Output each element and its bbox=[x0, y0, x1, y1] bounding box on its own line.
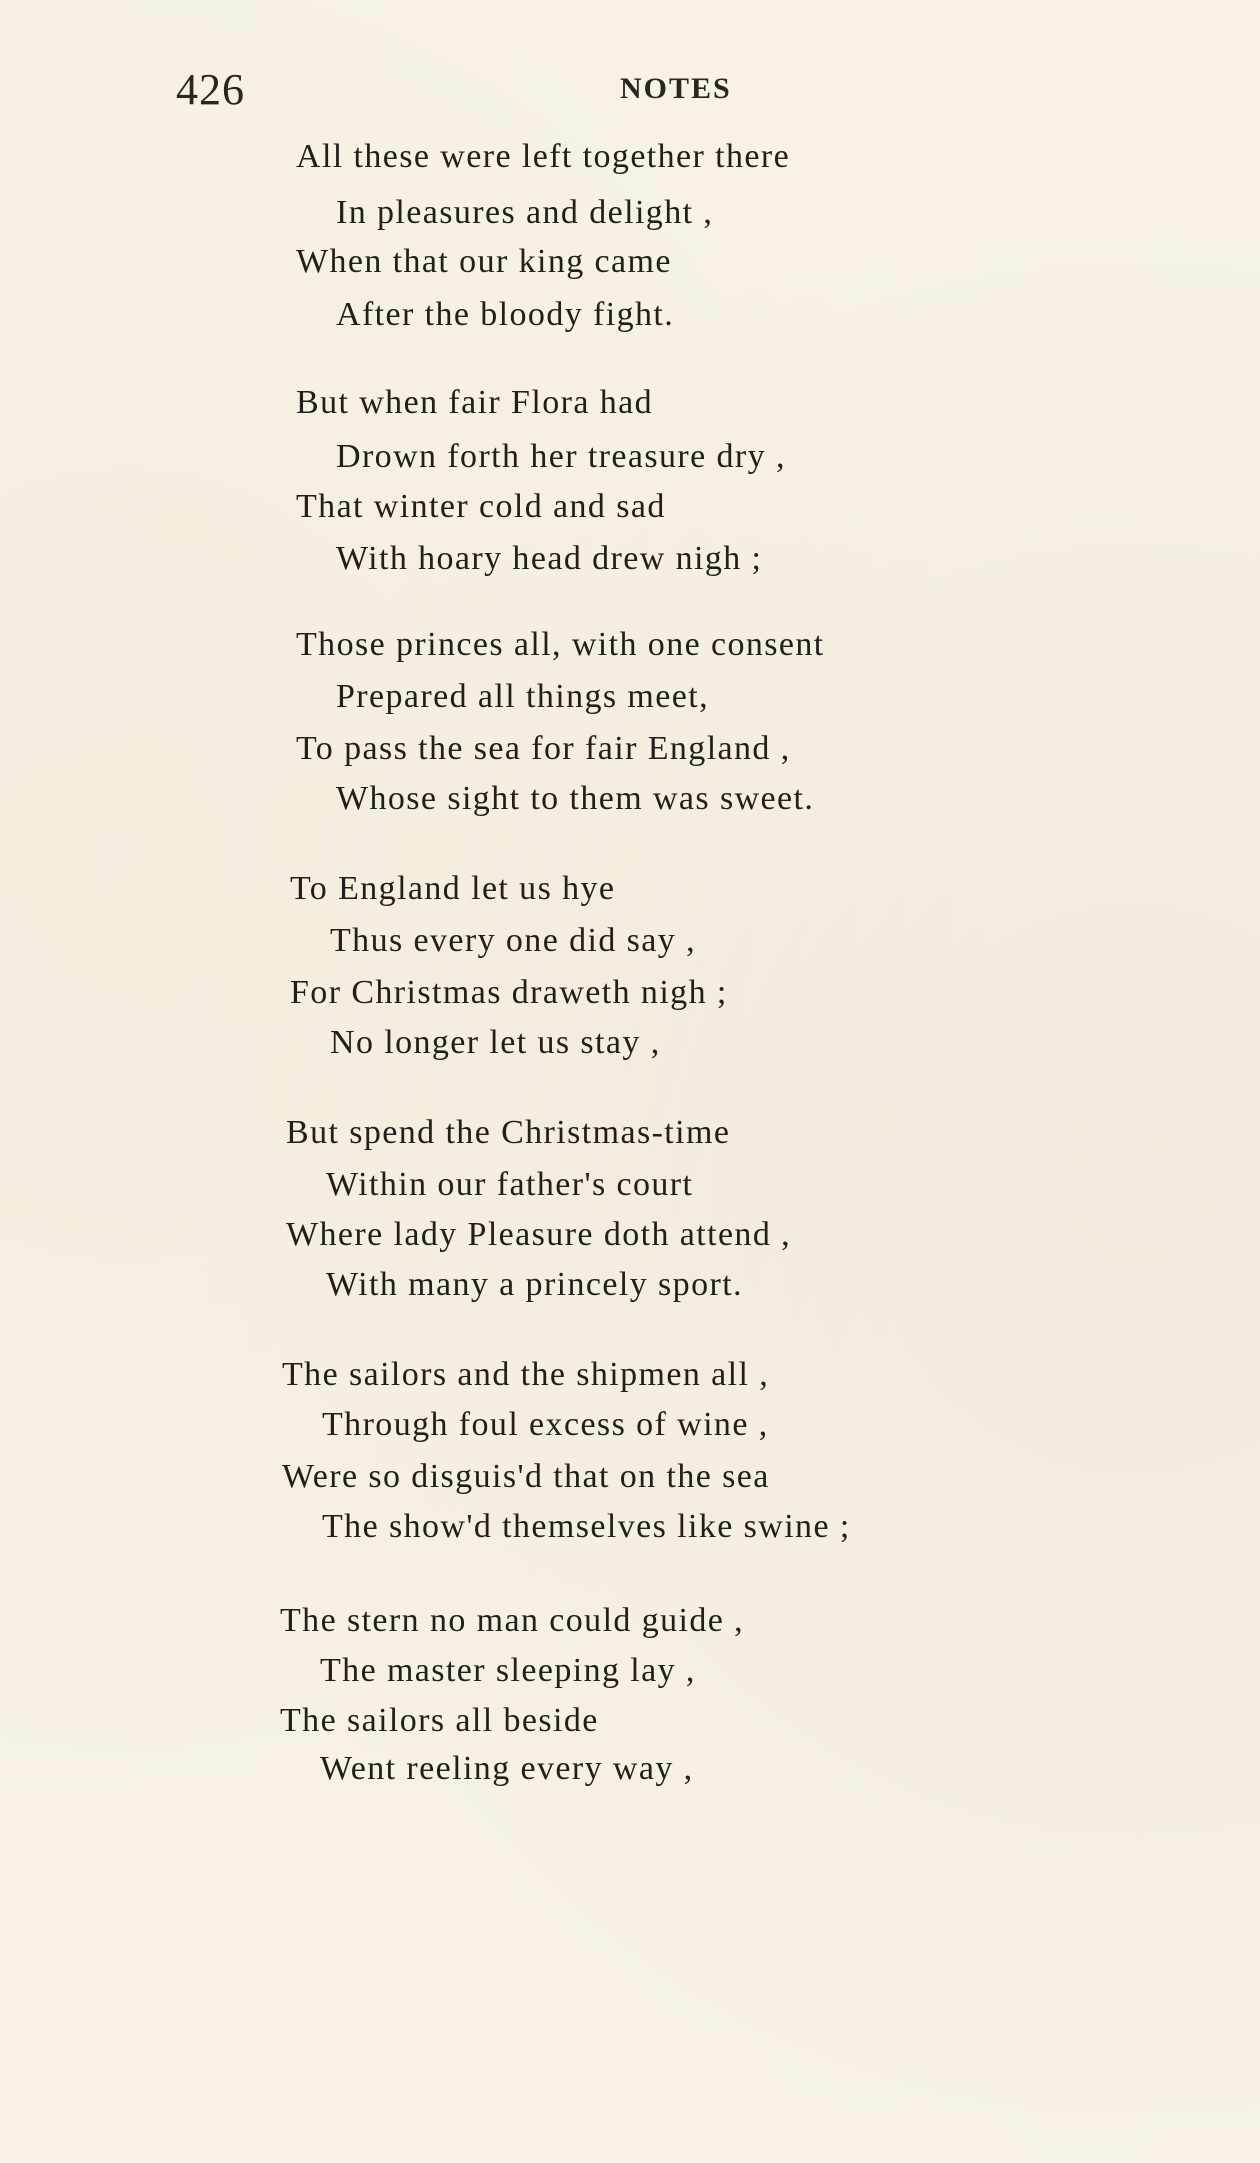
verse-line: Whose sight to them was sweet. bbox=[336, 780, 815, 817]
verse-line: Within our father's court bbox=[326, 1166, 694, 1203]
verse-line: To England let us hye bbox=[290, 870, 616, 907]
verse-line: After the bloody fight. bbox=[336, 296, 675, 333]
verse-line: Through foul excess of wine , bbox=[322, 1406, 769, 1443]
verse-line: With hoary head drew nigh ; bbox=[336, 540, 763, 577]
verse-line: The master sleeping lay , bbox=[320, 1652, 696, 1689]
verse-line: When that our king came bbox=[296, 243, 672, 280]
verse-line: Were so disguis'd that on the sea bbox=[282, 1458, 770, 1495]
verse-line: Went reeling every way , bbox=[320, 1750, 694, 1787]
verse-line: That winter cold and sad bbox=[296, 488, 666, 525]
verse-line: The sailors and the shipmen all , bbox=[282, 1356, 770, 1393]
running-head: NOTES bbox=[620, 72, 732, 105]
verse-line: The show'd themselves like swine ; bbox=[322, 1508, 851, 1545]
verse-line: The sailors all beside bbox=[280, 1702, 599, 1739]
verse-line: With many a princely sport. bbox=[326, 1266, 743, 1303]
verse-line: Drown forth her treasure dry , bbox=[336, 438, 786, 475]
verse-line: All these were left together there bbox=[296, 138, 791, 175]
verse-line: But spend the Christmas-time bbox=[286, 1114, 731, 1151]
page-number: 426 bbox=[176, 65, 245, 114]
verse-line: Those princes all, with one consent bbox=[296, 626, 825, 663]
verse-line: But when fair Flora had bbox=[296, 384, 654, 421]
verse-line: Thus every one did say , bbox=[330, 922, 696, 959]
verse-line: Prepared all things meet, bbox=[336, 678, 710, 715]
verse-line: To pass the sea for fair England , bbox=[296, 730, 791, 767]
verse-line: Where lady Pleasure doth attend , bbox=[286, 1216, 792, 1253]
verse-line: In pleasures and delight , bbox=[336, 194, 714, 231]
verse-line: The stern no man could guide , bbox=[280, 1602, 745, 1639]
verse-line: For Christmas draweth nigh ; bbox=[290, 974, 728, 1011]
verse-line: No longer let us stay , bbox=[330, 1024, 661, 1061]
